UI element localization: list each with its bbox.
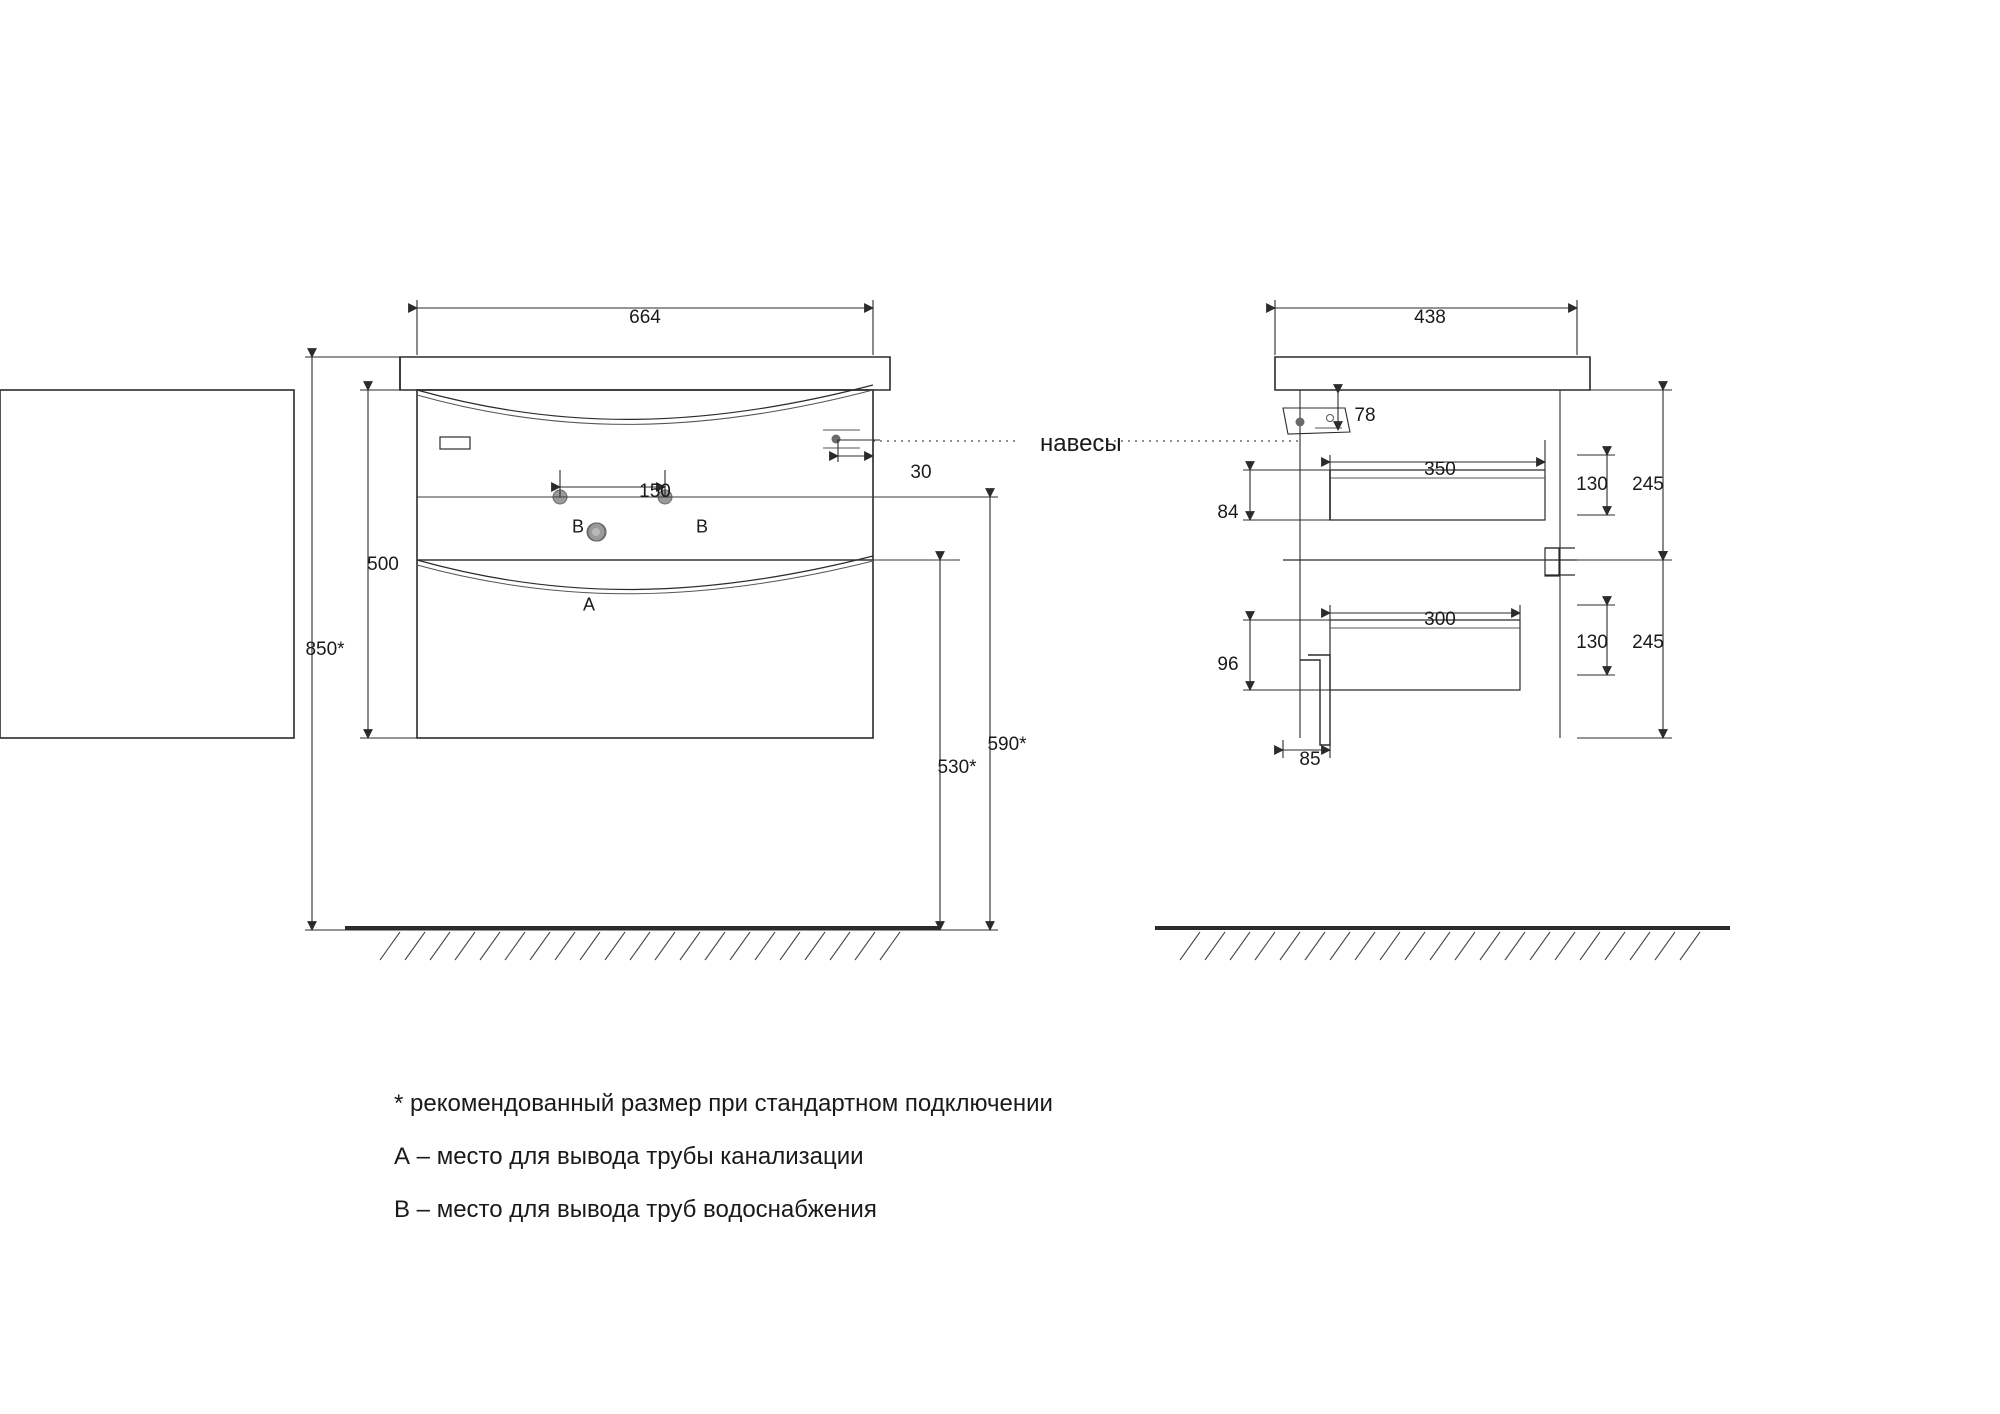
callout-label-hangers: навесы [1040,430,1122,457]
marker-label-b-left: B [571,516,585,537]
dim-label-drawer-top-350: 350 [1424,459,1456,480]
dim-label-drawer-bottom-height-130: 130 [1576,632,1608,653]
dim-label-width-664: 664 [629,307,661,328]
side-dimensions [1243,300,1672,758]
dim-label-inner-bottom-96: 96 [1217,654,1239,675]
marker-label-a: A [582,594,596,615]
dim-label-top-offset-78: 78 [1354,405,1376,426]
front-view-group [400,357,890,738]
legend-line-2: А – место для вывода трубы канализации [394,1143,864,1170]
marker-label-b-right: B [695,516,709,537]
dim-label-drain-530: 530* [937,757,977,778]
dim-label-inner-top-84: 84 [1217,502,1239,523]
floor-right [1155,928,1730,960]
floor-left [345,928,940,960]
dim-label-section-top-245: 245 [1632,474,1664,495]
legend-line-1: * рекомендованный размер при стандартном подключении [394,1090,1053,1117]
legend-line-3: В – место для вывода труб водоснабжения [394,1196,877,1223]
dim-label-cabinet-500: 500 [367,554,399,575]
dim-label-total-850: 850* [305,639,345,660]
dim-label-taps-150: 150 [639,481,671,502]
side-view-group [0,357,1590,745]
dim-label-drawer-bottom-300: 300 [1424,609,1456,630]
dim-label-section-bottom-245: 245 [1632,632,1664,653]
dim-label-depth-438: 438 [1414,307,1446,328]
dim-label-supply-590: 590* [987,734,1027,755]
dim-label-foot-85: 85 [1299,749,1321,770]
dim-850 [305,357,940,930]
dim-label-hanger-30: 30 [910,462,932,483]
dim-label-drawer-top-height-130: 130 [1576,474,1608,495]
